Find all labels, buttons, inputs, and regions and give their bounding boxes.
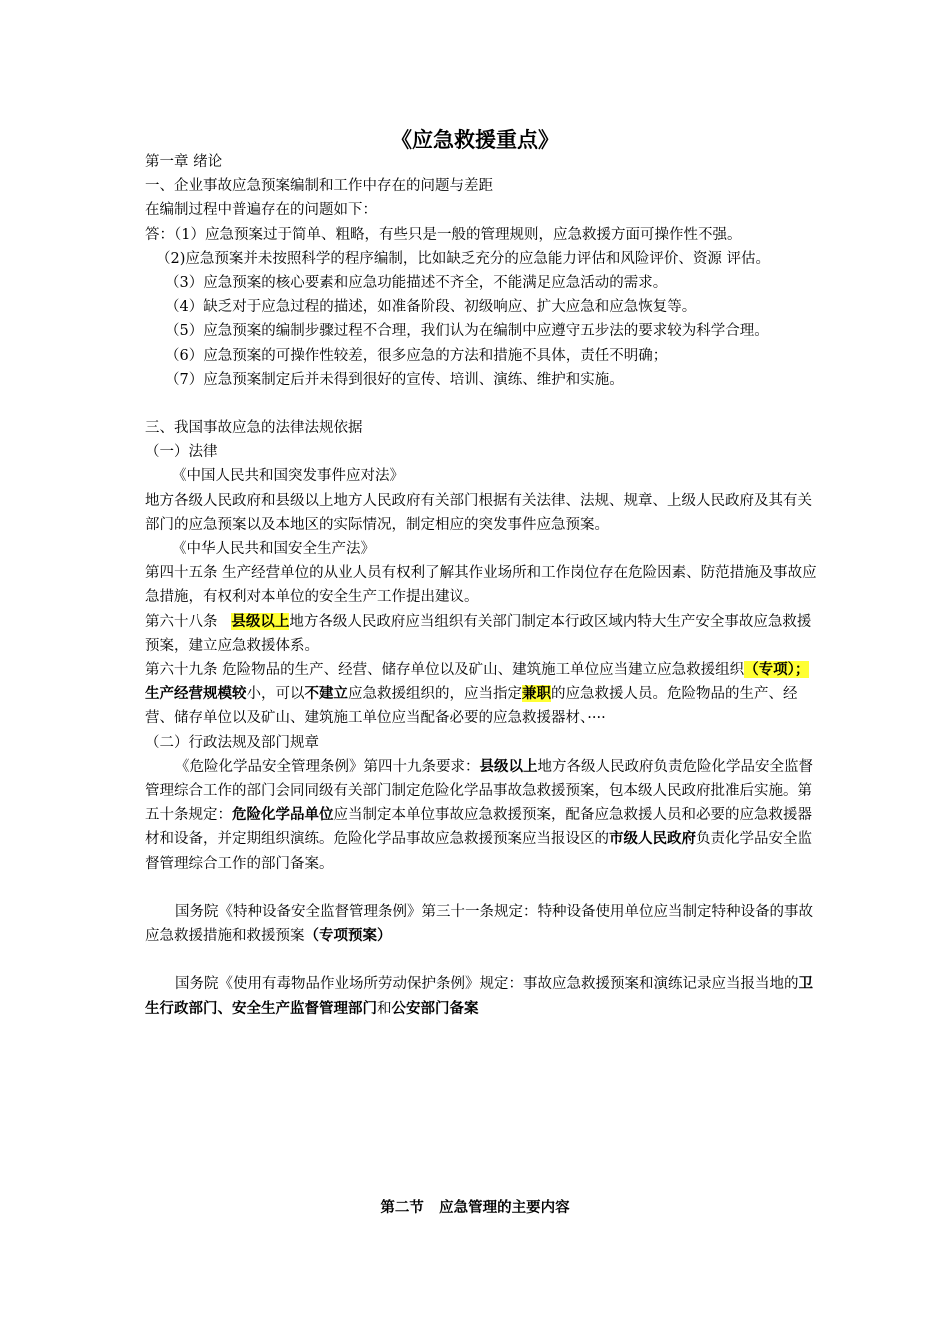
section-2-title: 第二节 应急管理的主要内容	[380, 1199, 570, 1216]
law-subheading: （一）法律	[145, 444, 218, 461]
regulation-1-text-3: 应当制定本单位事故应急救援预案，配备应急救援人员和必要的应急救援器材和设备，并定期组织演练。危险化学品事故应急救援预案应当报设区的	[145, 807, 812, 848]
section-1-heading: 一、企业事故应急预案编制和工作中存在的问题与差距	[145, 178, 493, 195]
regulation-1-bold-3: 市级人民政府	[609, 830, 696, 848]
regulation-1-bold-2: 危险化学品单位	[232, 806, 334, 824]
regulation-2	[145, 900, 817, 948]
article-69-lead: 第六十九条 危险物品的生产、经营、储存单位以及矿山、建筑施工单位应当建立应急救援组织	[145, 662, 745, 679]
regulation-1-text-4: 负责化学品安全监督管理综合工作的部门备案。	[145, 831, 812, 872]
document-body	[145, 150, 817, 1021]
highlight-county-level: 县级以上	[231, 612, 290, 630]
spacer	[145, 876, 817, 900]
highlight-special: （专项）；	[744, 661, 810, 679]
highlight-part-time: 兼职	[522, 685, 551, 703]
document-title: 《应急救援重点》	[391, 127, 559, 152]
section-1-intro: 在编制过程中普遍存在的问题如下：	[145, 202, 377, 219]
regulation-subheading: （二）行政法规及部门规章	[145, 734, 319, 751]
answer-item-6: （6）应急预案的可操作性较差，很多应急的方法和措施不具体，责任不明确；	[165, 347, 668, 364]
regulation-1-text-1: 《危险化学品安全管理条例》第四十九条要求：	[175, 758, 480, 775]
article-68-rest: 地方各级人民政府应当组织有关部门制定本行政区域内特大生产安全事故应急救援预案，建立应急救援体系。	[145, 613, 812, 654]
article-68	[145, 610, 817, 658]
spacer	[145, 392, 817, 416]
regulation-3-text-2: 和	[377, 1000, 392, 1017]
regulation-3-bold-2: 公安部门备案	[391, 999, 479, 1017]
article-69	[145, 658, 817, 731]
bold-not-establish: 不建立	[304, 685, 348, 703]
regulation-2-text-1: 国务院《特种设备安全监督管理条例》第三十一条规定：特种设备使用单位应当制定特种设备的事故应急救援措施和救援预案	[145, 903, 813, 945]
article-68-lead: 第六十八条	[145, 613, 232, 630]
law-1-title: 《中国人民共和国突发事件应对法》	[172, 468, 404, 485]
answer-item-7: （7）应急预案制定后并未得到很好的宣传、培训、演练、维护和实施。	[165, 371, 624, 388]
article-69-text-1: 小，可以	[246, 686, 305, 703]
bold-scale: 生产经营规模较	[145, 685, 247, 703]
answer-item-3: （3）应急预案的核心要素和应急功能描述不齐全，不能满足应急活动的需求。	[165, 275, 668, 292]
regulation-2-bold-1: （专项预案）	[304, 927, 392, 945]
law-2-title: 《中华人民共和国安全生产法》	[172, 541, 375, 558]
regulation-1	[145, 755, 817, 876]
law-1-text: 地方各级人民政府和县级以上地方人民政府有关部门根据有关法律、法规、规章、上级人民政府及其有关部门的应急预案以及本地区的实际情况，制定相应的突发事件应急预案。	[145, 492, 812, 533]
regulation-1-bold-1: 县级以上	[479, 757, 538, 775]
section-3-heading: 三、我国事故应急的法律法规依据	[145, 420, 363, 437]
regulation-3-text-1: 国务院《使用有毒物品作业场所劳动保护条例》规定：事故应急救援预案和演练记录应当报当地的	[175, 976, 799, 993]
answer-item-2: （2)应急预案并未按照科学的程序编制，比如缺乏充分的应急能力评估和风险评价、资源 评估。	[156, 250, 770, 267]
answer-item-4: （4）缺乏对于应急过程的描述，如准备阶段、初级响应、扩大应急和应急恢复等。	[165, 299, 697, 316]
article-69-text-2: 应急救援组织的，应当指定	[348, 686, 522, 703]
regulation-1-text-2: 地方各级人民政府负责危险化学品安全监督管理综合工作的部门会同同级有关部门制定危险化学品事故急救援预案，包本级人民政府批准后实施。第五十条规定：	[145, 758, 813, 824]
answer-item-5: （5）应急预案的编制步骤过程不合理，我们认为在编制中应遵守五步法的要求较为科学合理。	[165, 323, 769, 340]
article-69-text-3: 的应急救援人员。危险物品的生产、经营、储存单位以及矿山、建筑施工单位应当配备必要的应急救援器材、····	[145, 686, 798, 727]
regulation-3	[145, 972, 817, 1020]
spacer	[145, 948, 817, 972]
regulation-3-bold-1: 卫生行政部门、安全生产监督管理部门	[145, 975, 813, 1017]
chapter-heading: 第一章 绪论	[145, 154, 223, 170]
answer-item-1: 答：（1）应急预案过于简单、粗略，有些只是一般的管理规则，应急救援方面可操作性不强。	[145, 226, 742, 243]
article-45: 第四十五条 生产经营单位的从业人员有权利了解其作业场所和工作岗位存在危险因素、防范措施及事故应急措施，有权利对本单位的安全生产工作提出建议。	[145, 565, 817, 606]
